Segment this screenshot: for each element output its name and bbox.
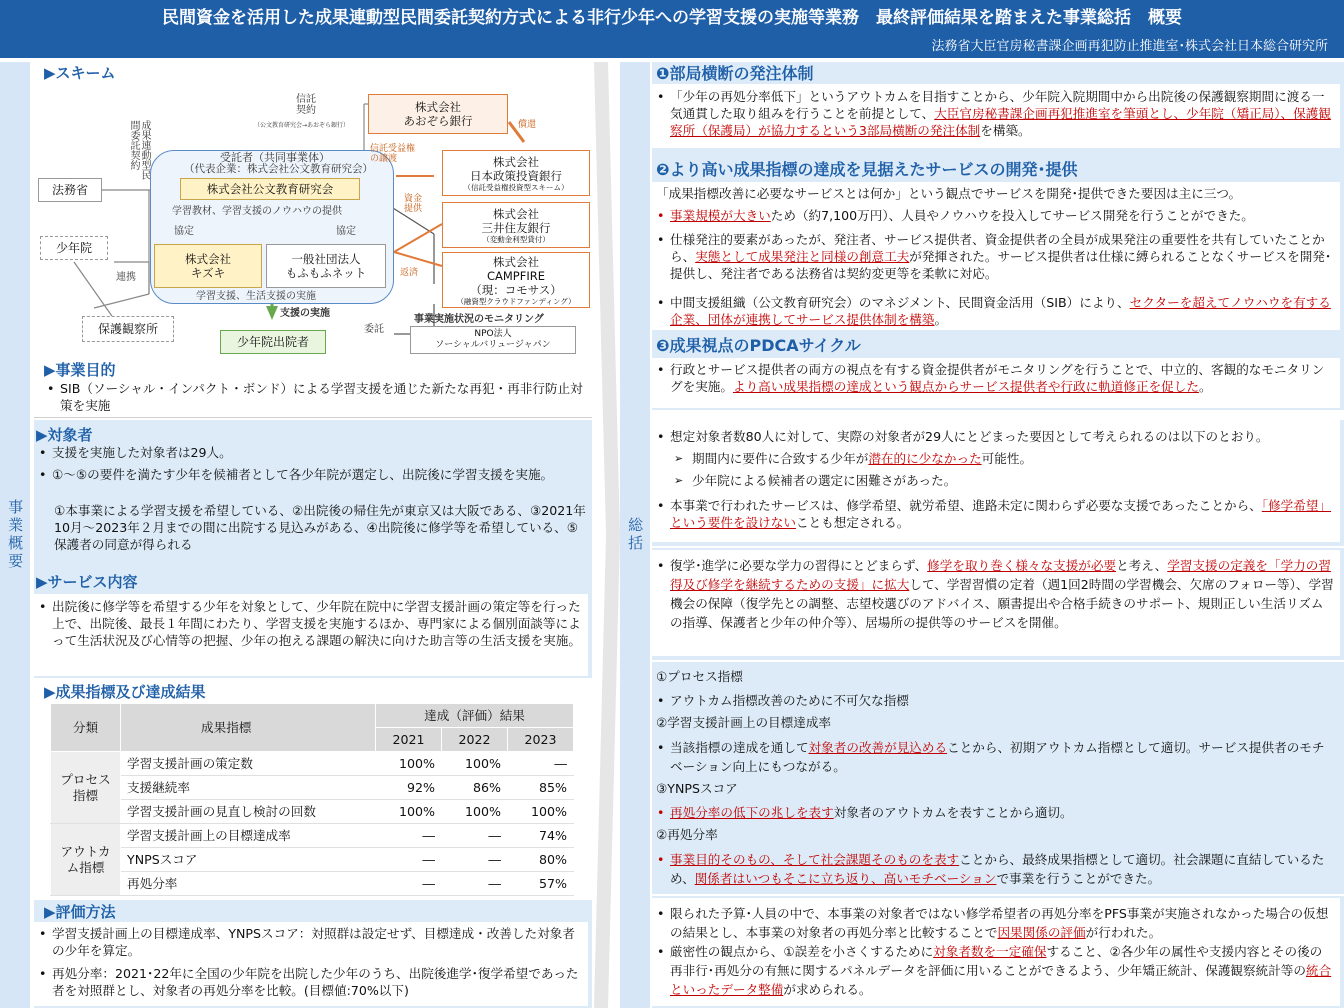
indicator-cell: 支援継続率	[121, 776, 376, 800]
trustee-title: 受託者（共同事業体）	[220, 151, 330, 164]
value-cell: 57%	[508, 872, 574, 896]
r3-heading: ❸成果視点のPDCAサイクル	[656, 336, 861, 355]
contract-label: 成果連動型民間委託契約	[128, 120, 150, 180]
support-label: 学習支援、生活支援の実施	[196, 291, 316, 302]
col-result: 達成（評価）結果	[376, 704, 574, 728]
agreement-label-2: 協定	[336, 226, 356, 237]
table-row	[51, 872, 574, 896]
r1-heading: ❶部局横断の発注体制	[656, 64, 814, 83]
col-year-2022: 2022	[442, 728, 508, 752]
aozora-bank-box: 株式会社 あおぞら銀行	[368, 94, 508, 134]
renkei-label: 連携	[116, 272, 136, 283]
trust-contract-note: （公文教育研究会→あおぞら銀行）	[254, 122, 350, 129]
scheme-diagram	[34, 84, 594, 360]
r6-b4: • 事業目的そのもの、そして社会課題そのものを表すことから、最終成果指標として適切。社会課題に直結しているため、関係者はいつもそこに立ち返り、高いモチベーションで事業を行うことができた。	[654, 850, 1334, 888]
smbc-note: （変動金利型貸付）	[482, 234, 550, 244]
value-cell: ―	[442, 848, 508, 872]
results-table	[50, 703, 574, 896]
r4-sub-2: ➢ 少年院による候補者の選定に困難さがあった。	[654, 472, 1334, 490]
campfire-box: 株式会社 CAMPFIRE （現：コモサス） （融資型クラウドファンディング）	[442, 252, 590, 308]
funding-label: 資金 提供	[404, 194, 423, 214]
trust-transfer-label: 信託受益権 の譲渡	[370, 144, 416, 164]
r6-h1: ①プロセス指標	[656, 669, 743, 684]
r6-b2: • 当該指標の達成を通して対象者の改善が見込めることから、初期アウトカム指標として適切。サービス提供者のモチベーション向上にもつながる。	[654, 738, 1334, 776]
evaluation-heading: ▶評価方法	[44, 903, 116, 921]
value-cell: 74%	[508, 824, 574, 848]
col-year-2021: 2021	[376, 728, 442, 752]
monitoring-label: 事業実施状況のモニタリング	[414, 314, 544, 325]
r2-bullet-1: • 事業規模が大きいため（約7,100万円）、人員やノウハウを投入してサービス開発を行うことができた。	[654, 207, 1334, 224]
table-row	[51, 848, 574, 872]
service-heading: ▶サービス内容	[36, 573, 138, 591]
indicator-cell: 学習支援計画の見直し検討の回数	[121, 800, 376, 824]
dbj-note: （信託受益権投資型スキーム）	[463, 182, 569, 192]
value-cell: 100%	[376, 800, 442, 824]
moj-box: 法務省	[38, 178, 102, 202]
value-cell: 100%	[442, 752, 508, 776]
purpose-heading: ▶事業目的	[44, 361, 116, 379]
value-cell: 100%	[442, 800, 508, 824]
indicator-cell: YNPSスコア	[121, 848, 376, 872]
results-heading: ▶成果指標及び達成結果	[44, 683, 206, 701]
scheme-heading: ▶スキーム	[44, 64, 116, 82]
chevron-arrow-icon	[594, 62, 620, 1008]
r2-bullet-2: • 仕様発注的要素があったが、発注者、サービス提供者、資金提供者の全員が成果発注の重要性を共有していたことから、実態として成果発注と同様の創意工夫が発揮された。サービス提供者は仕様に縛られることなくサービスを開発･提供し、発注者である法務省は契約変更等を柔軟に対応。	[654, 231, 1334, 282]
indicator-cell: 学習支援計画の策定数	[121, 752, 376, 776]
value-cell: ―	[376, 848, 442, 872]
mofumofu-box: 一般社団法人 もふもふネット	[266, 244, 386, 288]
r4-sub-1: ➢ 期間内に要件に合致する少年が潜在的に少なかった可能性。	[654, 450, 1334, 468]
r6-h2: ②学習支援計画上の目標達成率	[656, 715, 832, 730]
subtitle: 法務省大臣官房秘書課企画再犯防止推進室･株式会社日本総合研究所	[925, 38, 1334, 58]
campfire-note: （融資型クラウドファンディング）	[456, 296, 576, 306]
purpose-text: • SIB（ソーシャル・インパクト・ボンド）による学習支援を通じた新たな再犯・再非行防止対策を実施	[44, 380, 588, 414]
target-bullet-1: • 支援を実施した対象者は29人。	[36, 444, 586, 461]
value-cell: ―	[376, 824, 442, 848]
campfire-sub: （現：コモサス）	[470, 282, 562, 297]
indicator-cell: 学習支援計画上の目標達成率	[121, 824, 376, 848]
right-section-label: 総括	[620, 62, 650, 1008]
table-row	[51, 824, 574, 848]
r4-bullet-2: • 本事業で行われたサービスは、修学希望、就労希望、進路未定に関わらず必要な支援であったことから、「修学希望」という要件を設けないことも想定される。	[654, 497, 1334, 531]
category-process: プロセス 指標	[51, 752, 121, 824]
kumon-box: 株式会社公文教育研究会	[180, 178, 360, 200]
r6-h4: ②再処分率	[656, 827, 718, 842]
probation-office-box: 保護観察所	[82, 316, 174, 342]
r3-text: • 行政とサービス提供者の両方の視点を有する資金提供者がモニタリングを行うことで、中立的、客観的なモニタリングを実施。より高い成果指標の達成という観点からサービス提供者や行政に軌道修正を促した。	[654, 361, 1334, 395]
evaluation-bullet-1: • 学習支援計画上の目標達成率、YNPSスコア：対照群は設定せず、目標達成・改善した対象者の少年を算定。	[36, 925, 584, 959]
table-row	[51, 800, 574, 824]
page-title: 民間資金を活用した成果連動型民間委託契約方式による非行少年への学習支援の実施等業務 最終評価結果を踏まえた事業総括 概要	[0, 0, 1344, 36]
col-indicator: 成果指標	[121, 704, 376, 752]
agreement-label-1: 協定	[174, 226, 194, 237]
target-bullet-2: • ①～⑤の要件を満たす少年を候補者として各少年院が選定し、出院後に学習支援を実施。	[36, 466, 586, 483]
value-cell: ―	[508, 752, 574, 776]
value-cell: 92%	[376, 776, 442, 800]
value-cell: 86%	[442, 776, 508, 800]
npo-box: NPO法人 ソーシャルバリュージャパン	[410, 326, 576, 354]
value-cell: 80%	[508, 848, 574, 872]
kizuki-box: 株式会社 キズキ	[154, 244, 262, 288]
value-cell: 100%	[508, 800, 574, 824]
value-cell: ―	[376, 872, 442, 896]
r2-intro: 「成果指標改善に必要なサービスとは何か」という観点でサービスを開発･提供できた要因は主に三つ。	[656, 186, 1242, 201]
r2-heading: ❷より高い成果指標の達成を見据えたサービスの開発･提供	[656, 160, 1078, 179]
target-heading: ▶対象者	[36, 426, 93, 444]
released-youth-box: 少年院出院者	[220, 330, 326, 354]
support-implementation-label: 支援の実施	[280, 308, 330, 319]
trust-contract-label: 信託 契約	[296, 94, 316, 116]
juvenile-training-school-box: 少年院	[40, 236, 108, 260]
category-outcome: アウトカ ム指標	[51, 824, 121, 896]
service-text: • 出院後に修学等を希望する少年を対象として、少年院在院中に学習支援計画の策定等を行った上で、出院後、最長１年間にわたり、学習支援を実施するほか、専門家による個別面談等によって生活状況及び心情等の把握、少年の抱える課題の解決に向けた助言等の生活支援を実施。	[36, 598, 584, 649]
indicator-cell: 再処分率	[121, 872, 376, 896]
r5-text: • 復学･進学に必要な学力の習得にとどまらず、修学を取り巻く様々な支援が必要と考え、学習支援の定義を「学力の習得及び修学を継続するための支援」に拡大して、学習習慣の定着（週1回2時間の学習機会、欠席のフォロー等）、学習機会の保障（復学先との調整、志望校選びのアドバイス、願書提出や合格手続きのサポート、規則正しい生活リズムの指導、保護者と少年の仲介等）、居場所の提供等のサービスを開催。	[654, 556, 1334, 632]
r6-b1: • アウトカム指標改善のために不可欠な指標	[654, 692, 1334, 709]
value-cell: 85%	[508, 776, 574, 800]
consignment-label: 委託	[364, 324, 384, 335]
repayment-label: 返済	[400, 268, 419, 278]
r6-h3: ③YNPSスコア	[656, 781, 738, 796]
col-category: 分類	[51, 704, 121, 752]
value-cell: ―	[442, 824, 508, 848]
col-year-2023: 2023	[508, 728, 574, 752]
smbc-box: 株式会社 三井住友銀行 （変動金利型貸付）	[442, 202, 590, 248]
value-cell: 100%	[376, 752, 442, 776]
r7-bullet-1: • 限られた予算･人員の中で、本事業の対象者ではない修学希望者の再処分率をPFS事業が実施されなかった場合の仮想の結果とし、本事業の対象者の再処分率と比較することで因果関係の評価が行われた。	[654, 904, 1334, 942]
target-requirements: ①本事業による学習支援を希望している、②出院後の帰住先が東京又は大阪である、③2021年10月～2023年２月までの間に出院する見込みがある、④出院後に修学等を希望している、⑤保護者の同意が得られる	[54, 503, 586, 552]
r4-bullet-1: • 想定対象者数80人に対して、実際の対象者が29人にとどまった要因として考えられるのは以下のとおり。	[654, 428, 1334, 445]
r6-b3: • 再処分率の低下の兆しを表す対象者のアウトカムを表すことから適切。	[654, 804, 1334, 821]
knowhow-label: 学習教材、学習支援のノウハウの提供	[172, 206, 342, 217]
redemption-label: 償還	[518, 120, 537, 130]
table-row	[51, 776, 574, 800]
table-row	[51, 752, 574, 776]
dbj-box: 株式会社 日本政策投資銀行 （信託受益権投資型スキーム）	[442, 150, 590, 196]
trustee-rep: （代表企業：株式会社公文教育研究会）	[184, 163, 373, 175]
value-cell: ―	[442, 872, 508, 896]
r7-bullet-2: • 厳密性の観点から、①誤差を小さくするために対象者数を一定確保すること、②各少年の属性や支援内容とその後の再非行･再処分の有無に関するパネルデータを評価に用いることができるよう、少年矯正統計、保護観察統計等の統合といったデータ整備が求められる。	[654, 942, 1334, 999]
left-section-label: 事業概要	[0, 62, 30, 1008]
r2-bullet-3: • 中間支援組織（公文教育研究会）のマネジメント、民間資金活用（SIB）により、セクターを超えてノウハウを有する企業、団体が連携してサービス提供体制を構築。	[654, 294, 1334, 328]
r1-text: • 「少年の再処分率低下」というアウトカムを目指すことから、少年院入院期間中から出院後の保護観察期間に渡る一気通貫した取り組みを行うことを前提として、大臣官房秘書課企画再犯推進室を筆頭とし、少年院（矯正局）、保護観察所（保護局）が協力するという3部局横断の発注体制を構築。	[654, 88, 1334, 139]
evaluation-bullet-2: • 再処分率：2021･22年に全国の少年院を出院した少年のうち、出院後進学･復学希望であった者を対照群とし、対象者の再処分率を比較。(目標値:70%以下)	[36, 965, 584, 999]
